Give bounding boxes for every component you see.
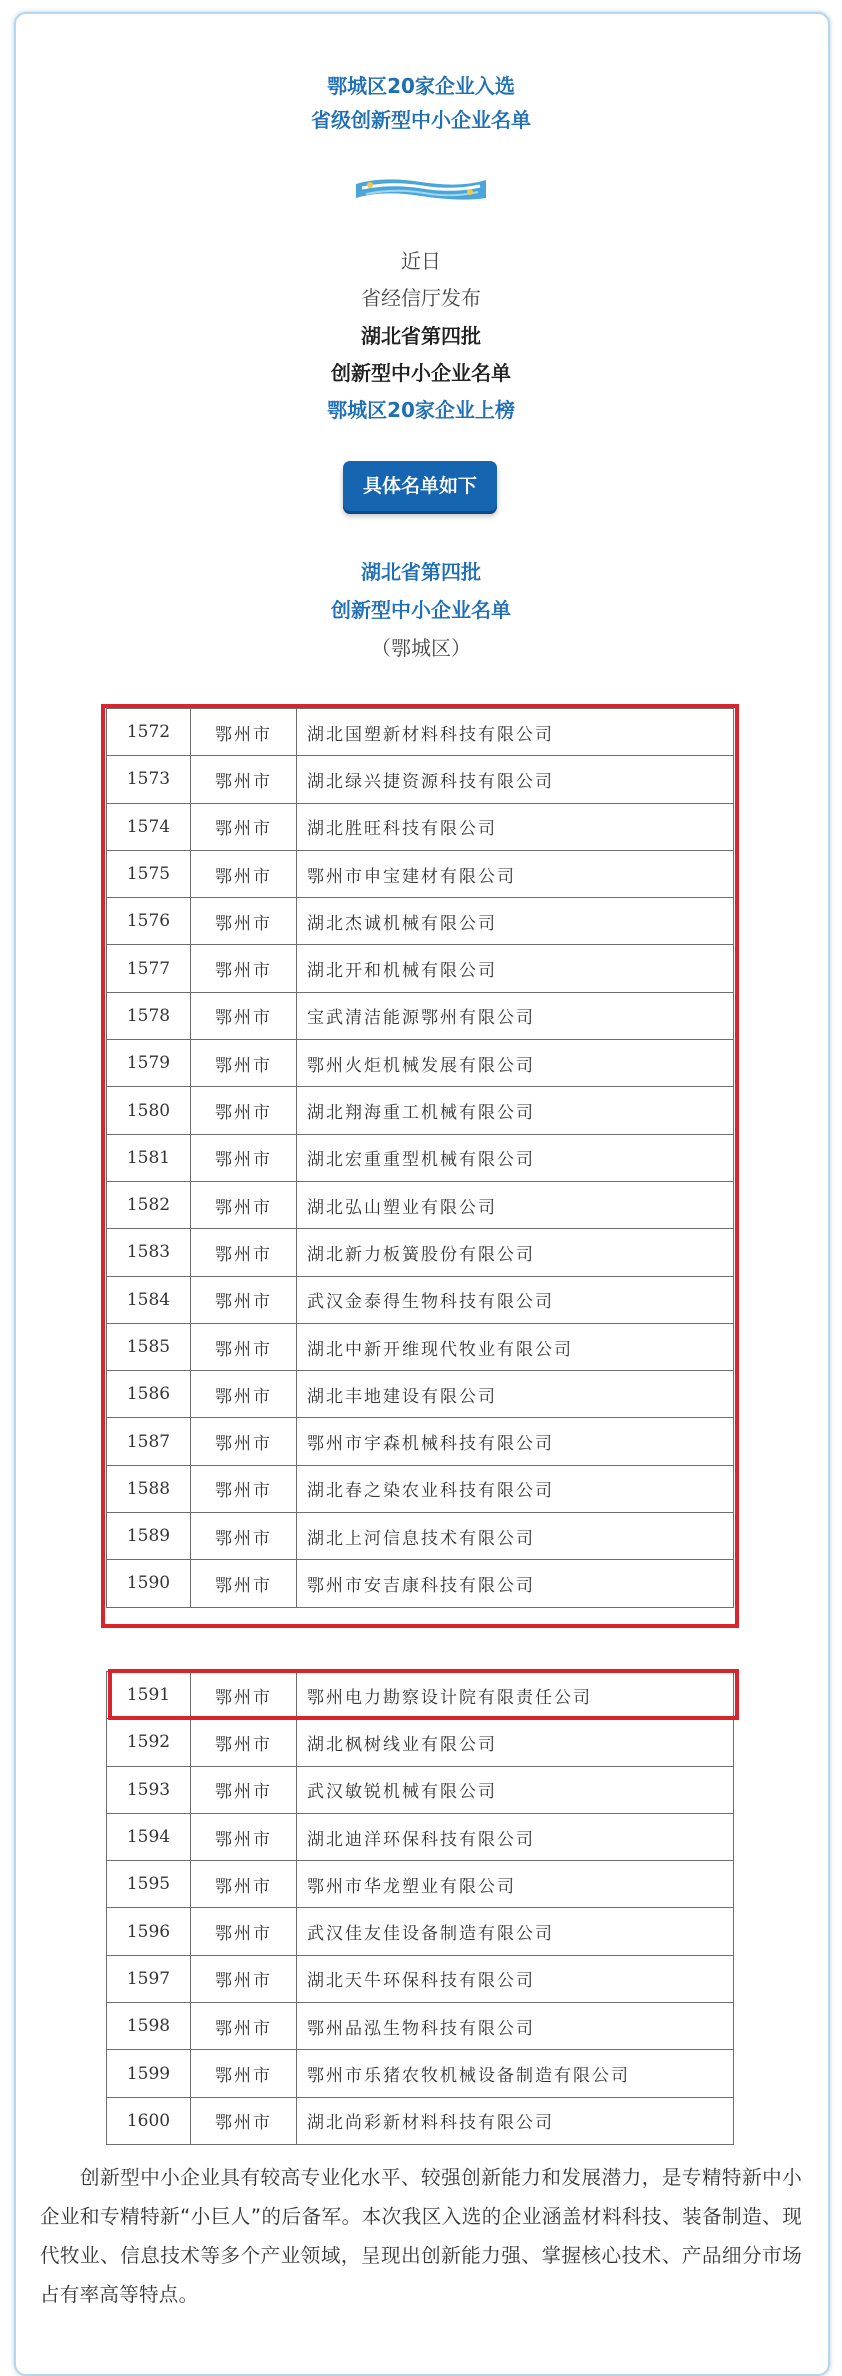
row-city: 鄂州市 — [191, 1181, 297, 1228]
row-city: 鄂州市 — [191, 1418, 297, 1465]
list-below-button: 具体名单如下 — [343, 461, 497, 511]
row-company-name: 湖北丰地建设有限公司 — [297, 1371, 734, 1418]
row-number: 1573 — [107, 756, 191, 803]
headline-line-1: 鄂城区20家企业入选 — [327, 74, 515, 98]
row-company-name: 鄂州火炬机械发展有限公司 — [297, 1040, 734, 1087]
row-city: 鄂州市 — [191, 1229, 297, 1276]
row-company-name: 湖北春之染农业科技有限公司 — [297, 1465, 734, 1512]
row-city: 鄂州市 — [191, 992, 297, 1039]
row-company-name: 湖北新力板簧股份有限公司 — [297, 1229, 734, 1276]
row-company-name: 湖北胜旺科技有限公司 — [297, 803, 734, 850]
row-company-name: 宝武清洁能源鄂州有限公司 — [297, 992, 734, 1039]
headline-line-2: 省级创新型中小企业名单 — [311, 108, 531, 132]
row-company-name: 湖北翔海重工机械有限公司 — [297, 1087, 734, 1134]
row-number: 1596 — [107, 1908, 191, 1955]
row-company-name: 湖北杰诚机械有限公司 — [297, 898, 734, 945]
row-company-name: 鄂州品泓生物科技有限公司 — [297, 2003, 734, 2050]
row-city: 鄂州市 — [191, 1560, 297, 1607]
row-company-name: 湖北尚彩新材料科技有限公司 — [297, 2097, 734, 2144]
row-number: 1574 — [107, 803, 191, 850]
row-company-name: 武汉金泰得生物科技有限公司 — [297, 1276, 734, 1323]
row-company-name: 湖北弘山塑业有限公司 — [297, 1181, 734, 1228]
row-city: 鄂州市 — [191, 2050, 297, 2097]
row-number: 1580 — [107, 1087, 191, 1134]
row-company-name: 湖北国塑新材料科技有限公司 — [297, 709, 734, 756]
row-city: 鄂州市 — [191, 1040, 297, 1087]
row-city: 鄂州市 — [191, 898, 297, 945]
row-company-name: 武汉敏锐机械有限公司 — [297, 1766, 734, 1813]
highlight-box-2 — [108, 1669, 739, 1720]
row-number: 1584 — [107, 1276, 191, 1323]
decorative-banner-icon — [352, 172, 490, 206]
list-title-line-1: 湖北省第四批 — [361, 560, 481, 584]
table-row — [107, 1861, 734, 1908]
intro-line-2: 省经信厅发布 — [361, 286, 481, 310]
row-city: 鄂州市 — [191, 1087, 297, 1134]
row-company-name: 湖北枫树线业有限公司 — [297, 1719, 734, 1766]
row-number: 1586 — [107, 1371, 191, 1418]
intro-line-4: 创新型中小企业名单 — [331, 361, 511, 385]
summary-paragraph: 创新型中小企业具有较高专业化水平、较强创新能力和发展潜力，是专精特新中小企业和专精特新“小巨人”的后备军。本次我区入选的企业涵盖材料科技、装备制造、现代牧业、信息技术等多个产业领域，呈现出创新能力强、掌握核心技术、产品细分市场占有率高等特点。 — [40, 2166, 802, 2306]
row-number: 1579 — [107, 1040, 191, 1087]
row-number: 1577 — [107, 945, 191, 992]
row-city: 鄂州市 — [191, 1861, 297, 1908]
company-table-2 — [106, 1671, 734, 2145]
row-company-name: 武汉佳友佳设备制造有限公司 — [297, 1908, 734, 1955]
row-number: 1597 — [107, 1955, 191, 2002]
table-row — [107, 1766, 734, 1813]
row-company-name: 鄂州市申宝建材有限公司 — [297, 850, 734, 897]
highlight-box-1 — [101, 704, 739, 1628]
row-number: 1588 — [107, 1465, 191, 1512]
intro-line-3: 湖北省第四批 — [361, 324, 481, 348]
row-company-name: 湖北宏重重型机械有限公司 — [297, 1134, 734, 1181]
row-company-name: 湖北上河信息技术有限公司 — [297, 1513, 734, 1560]
row-company-name: 鄂州电力勘察设计院有限责任公司 — [297, 1672, 734, 1719]
row-number: 1595 — [107, 1861, 191, 1908]
row-city: 鄂州市 — [191, 1134, 297, 1181]
row-number: 1582 — [107, 1181, 191, 1228]
row-number: 1583 — [107, 1229, 191, 1276]
table-row — [107, 2050, 734, 2097]
row-number: 1585 — [107, 1323, 191, 1370]
table-row — [107, 2003, 734, 2050]
row-number: 1598 — [107, 2003, 191, 2050]
row-city: 鄂州市 — [191, 756, 297, 803]
row-number: 1594 — [107, 1813, 191, 1860]
table-row — [107, 2097, 734, 2144]
row-number: 1591 — [107, 1672, 191, 1719]
row-number: 1575 — [107, 850, 191, 897]
row-city: 鄂州市 — [191, 2003, 297, 2050]
row-city: 鄂州市 — [191, 1465, 297, 1512]
row-company-name: 湖北绿兴捷资源科技有限公司 — [297, 756, 734, 803]
intro-line-1: 近日 — [401, 249, 441, 273]
row-company-name: 鄂州市华龙塑业有限公司 — [297, 1861, 734, 1908]
list-title-line-3: （鄂城区） — [371, 636, 471, 660]
row-city: 鄂州市 — [191, 945, 297, 992]
row-city: 鄂州市 — [191, 1672, 297, 1719]
row-city: 鄂州市 — [191, 1908, 297, 1955]
row-city: 鄂州市 — [191, 709, 297, 756]
row-number: 1587 — [107, 1418, 191, 1465]
row-number: 1592 — [107, 1719, 191, 1766]
row-city: 鄂州市 — [191, 1813, 297, 1860]
row-number: 1590 — [107, 1560, 191, 1607]
row-city: 鄂州市 — [191, 1766, 297, 1813]
row-company-name: 湖北迪洋环保科技有限公司 — [297, 1813, 734, 1860]
row-number: 1572 — [107, 709, 191, 756]
row-company-name: 鄂州市宇森机械科技有限公司 — [297, 1418, 734, 1465]
row-company-name: 鄂州市安吉康科技有限公司 — [297, 1560, 734, 1607]
row-company-name: 湖北天牛环保科技有限公司 — [297, 1955, 734, 2002]
table-row — [107, 1908, 734, 1955]
row-city: 鄂州市 — [191, 803, 297, 850]
row-company-name: 湖北中新开维现代牧业有限公司 — [297, 1323, 734, 1370]
row-city: 鄂州市 — [191, 1276, 297, 1323]
table-row — [107, 1719, 734, 1766]
row-city: 鄂州市 — [191, 1719, 297, 1766]
row-city: 鄂州市 — [191, 1955, 297, 2002]
row-number: 1578 — [107, 992, 191, 1039]
intro-line-5: 鄂城区20家企业上榜 — [327, 398, 515, 422]
row-company-name: 湖北开和机械有限公司 — [297, 945, 734, 992]
row-number: 1593 — [107, 1766, 191, 1813]
row-number: 1600 — [107, 2097, 191, 2144]
row-city: 鄂州市 — [191, 1513, 297, 1560]
row-city: 鄂州市 — [191, 1323, 297, 1370]
row-city: 鄂州市 — [191, 850, 297, 897]
row-company-name: 鄂州市乐猪农牧机械设备制造有限公司 — [297, 2050, 734, 2097]
row-city: 鄂州市 — [191, 2097, 297, 2144]
row-city: 鄂州市 — [191, 1371, 297, 1418]
table-row — [107, 1955, 734, 2002]
row-number: 1581 — [107, 1134, 191, 1181]
row-number: 1576 — [107, 898, 191, 945]
row-number: 1589 — [107, 1513, 191, 1560]
list-title-line-2: 创新型中小企业名单 — [331, 598, 511, 622]
row-number: 1599 — [107, 2050, 191, 2097]
table-row — [107, 1813, 734, 1860]
